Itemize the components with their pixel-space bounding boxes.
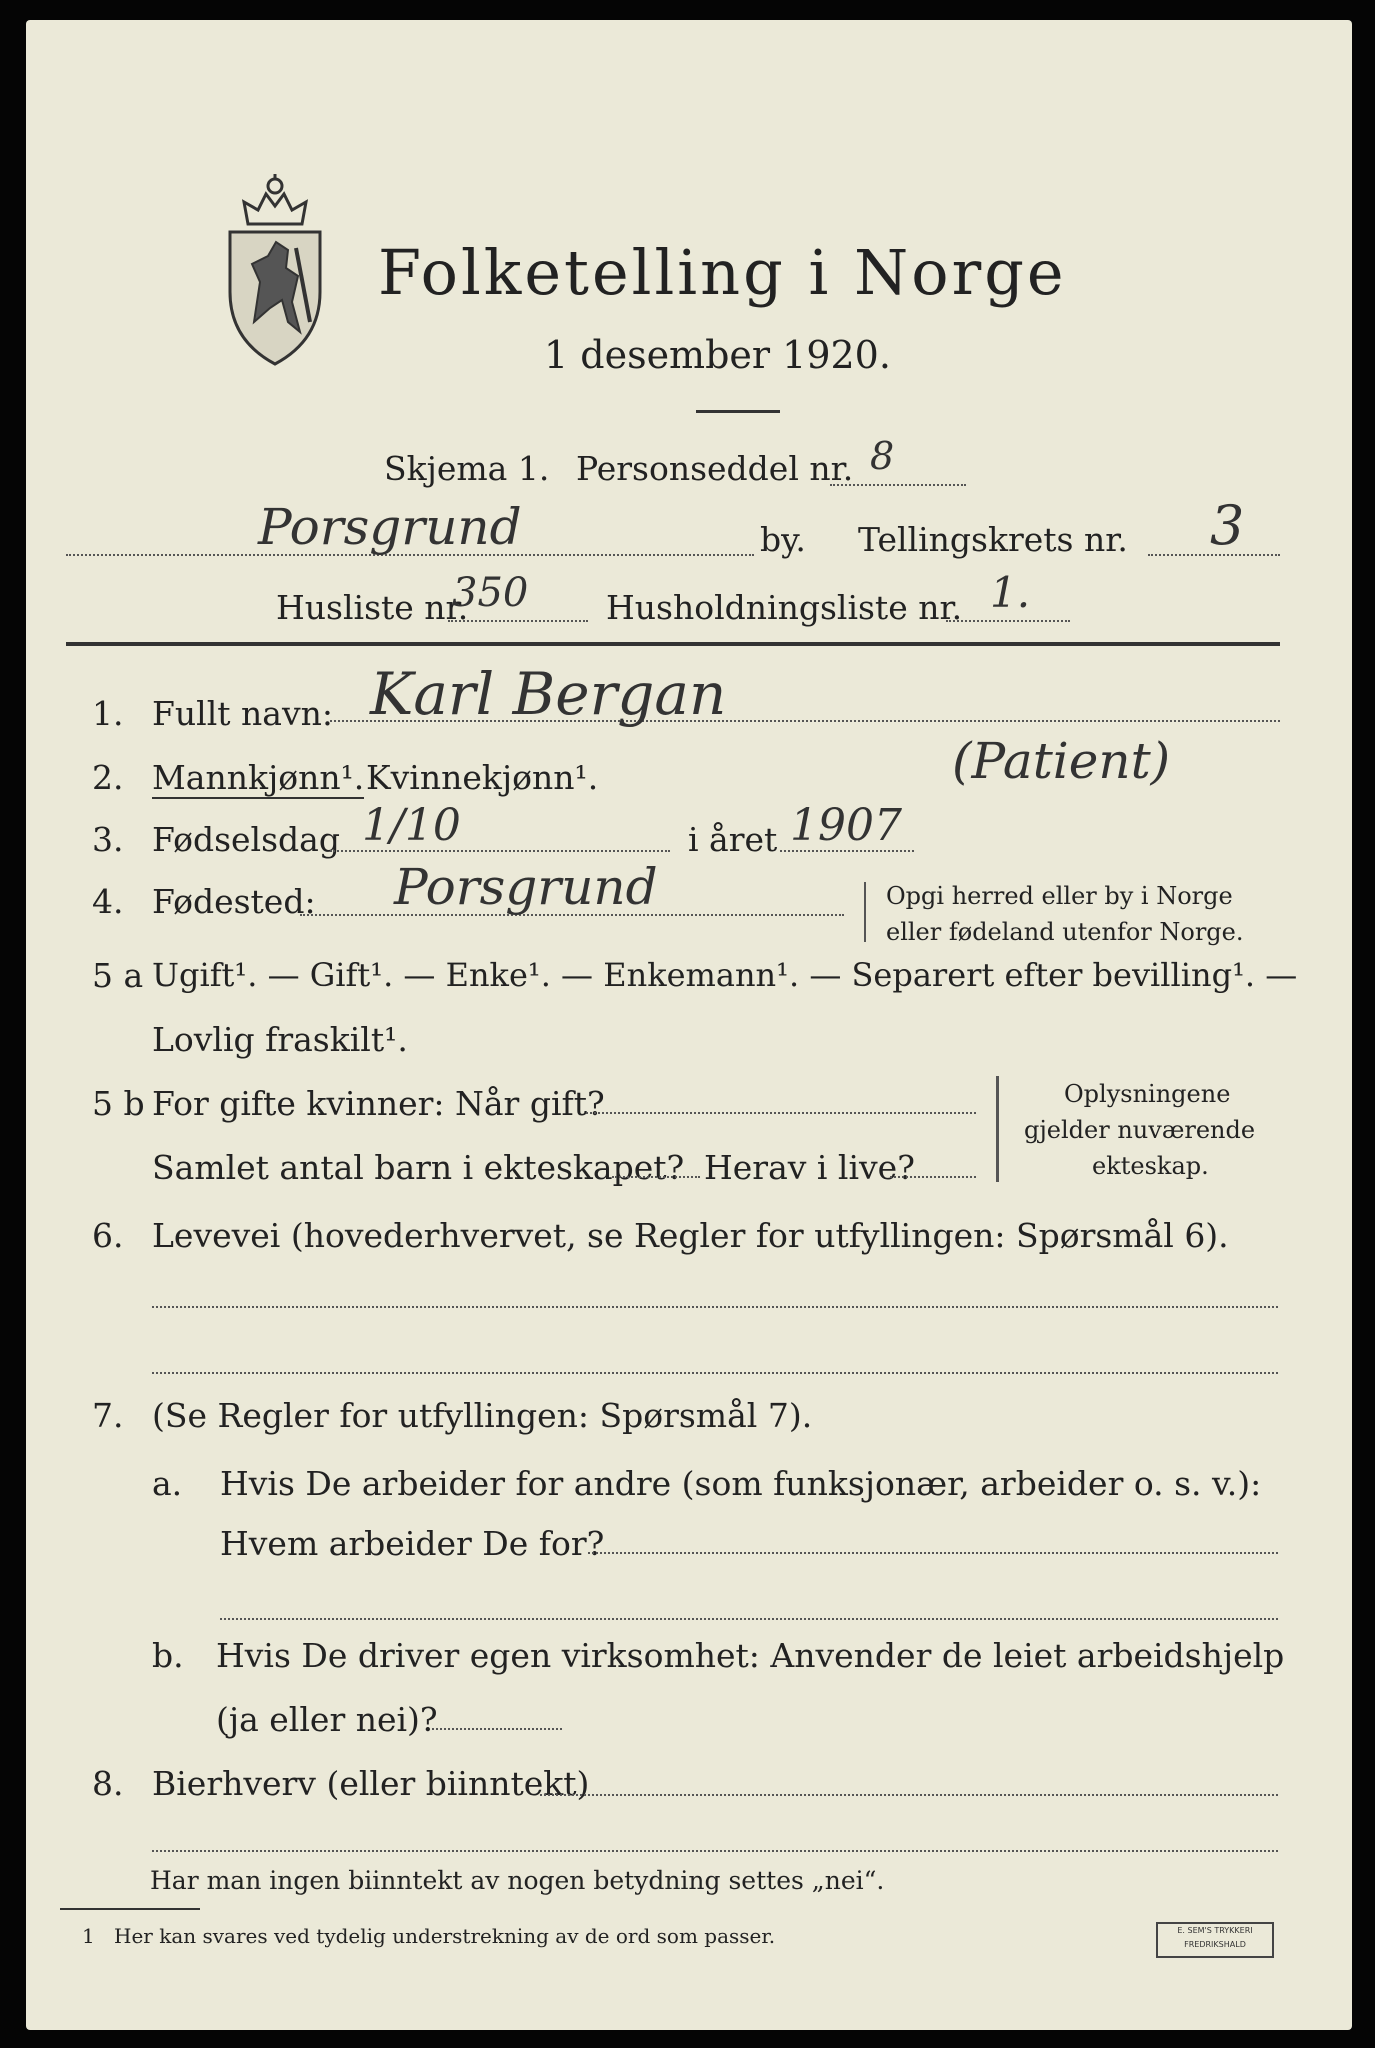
full-name-value[interactable]: Karl Bergan: [370, 660, 727, 728]
q7-label: (Se Regler for utfyllingen: Spørsmål 7).: [152, 1396, 813, 1435]
q1-number: 1.: [92, 694, 124, 733]
birthplace-note-brace: [864, 882, 866, 942]
husliste-field-line: [448, 620, 588, 622]
q7a-letter: a.: [152, 1464, 183, 1503]
husholdningsliste-field-line: [946, 620, 1070, 622]
children-total-label: Samlet antal barn i ekteskapet?: [152, 1148, 685, 1187]
hired-help-field-line: [432, 1728, 562, 1730]
married-when-field-line: [586, 1112, 976, 1114]
page-title: Folketelling i Norge: [378, 236, 1067, 309]
header-divider: [66, 642, 1280, 646]
q4-label: Fødested:: [152, 882, 316, 921]
children-alive-field-line: [890, 1176, 976, 1178]
female-option[interactable]: Kvinnekjønn¹.: [366, 758, 599, 797]
q7b-question: Hvis De driver egen virksomhet: Anvender de leiet arbeidshjelp: [216, 1636, 1285, 1675]
birthday-value[interactable]: 1/10: [362, 800, 461, 851]
q5a-number: 5 a: [92, 956, 144, 995]
printer-stamp-line2: FREDRIKSHALD: [1184, 1940, 1246, 1949]
birthplace-note-line2: eller fødeland utenfor Norge.: [886, 918, 1244, 946]
q8-label: Bierhverv (eller biinntekt): [152, 1764, 590, 1803]
by-label: by.: [760, 520, 806, 559]
q2-number: 2.: [92, 758, 124, 797]
side-income-field-line-2: [152, 1850, 1278, 1852]
q4-number: 4.: [92, 882, 124, 921]
printer-stamp: [1156, 1922, 1274, 1958]
employer-field-line-2: [220, 1618, 1278, 1620]
married-when-label: For gifte kvinner: Når gift?: [152, 1084, 605, 1123]
male-option[interactable]: Mannkjønn¹.: [152, 758, 365, 797]
husholdningsliste-label: Husholdningsliste nr.: [606, 588, 963, 627]
coat-of-arms-icon: [216, 172, 334, 370]
tellingskrets-label: Tellingskrets nr.: [858, 520, 1128, 559]
personseddel-label: Personseddel nr.: [576, 449, 854, 488]
marriage-note-line1: Oplysningene: [1064, 1080, 1231, 1108]
q6-label: Levevei (hovederhvervet, se Regler for utfyllingen: Spørsmål 6).: [152, 1216, 1229, 1255]
q5b-number: 5 b: [92, 1084, 145, 1123]
footnote-text: Her kan svares ved tydelig understrekning av de ord som passer.: [114, 1924, 776, 1948]
employer-label: Hvem arbeider De for?: [220, 1524, 605, 1563]
q8-number: 8.: [92, 1764, 124, 1803]
census-date: 1 desember 1920.: [544, 333, 891, 377]
husholdningsliste-value[interactable]: 1.: [990, 568, 1031, 617]
year-label: i året: [688, 820, 778, 859]
side-income-note: Har man ingen biinntekt av nogen betydning settes „nei“.: [150, 1866, 885, 1895]
footnote-mark: 1: [82, 1924, 95, 1948]
hired-help-label: (ja eller nei)?: [216, 1700, 438, 1739]
q7-number: 7.: [92, 1396, 124, 1435]
footnote-divider: [60, 1908, 200, 1910]
q7a-question: Hvis De arbeider for andre (som funksjonær, arbeider o. s. v.):: [220, 1464, 1262, 1503]
marriage-note-line2: gjelder nuværende: [1024, 1116, 1256, 1144]
personseddel-field-line: [830, 484, 966, 486]
husliste-value[interactable]: 350: [452, 570, 529, 616]
title-divider: [696, 410, 780, 413]
q1-label: Fullt navn:: [152, 694, 333, 733]
children-total-field-line: [612, 1176, 700, 1178]
occupation-field-line-2: [152, 1372, 1278, 1374]
marital-status-options[interactable]: Ugift¹. — Gift¹. — Enke¹. — Enkemann¹. — Separert efter bevilling¹. —: [152, 956, 1298, 994]
q3-label: Fødselsdag: [152, 820, 340, 859]
marriage-note-line3: ekteskap.: [1092, 1152, 1209, 1180]
divorced-option[interactable]: Lovlig fraskilt¹.: [152, 1020, 408, 1059]
city-value[interactable]: Porsgrund: [258, 498, 522, 556]
marriage-note-brace: [996, 1076, 999, 1182]
personseddel-value[interactable]: 8: [870, 434, 895, 478]
skjema-label: Skjema 1.: [384, 449, 550, 488]
printer-stamp-line1: E. SEM'S TRYKKERI: [1177, 1926, 1253, 1935]
birthplace-value[interactable]: Porsgrund: [394, 858, 658, 916]
tellingskrets-value[interactable]: 3: [1210, 494, 1245, 557]
employer-field-line: [588, 1552, 1278, 1554]
q3-number: 3.: [92, 820, 124, 859]
q7b-letter: b.: [152, 1636, 184, 1675]
side-income-field-line: [540, 1794, 1278, 1796]
occupation-note: (Patient): [952, 732, 1171, 790]
children-alive-label: Herav i live?: [704, 1148, 915, 1187]
occupation-field-line-1: [152, 1306, 1278, 1308]
birth-year-value[interactable]: 1907: [790, 800, 902, 851]
husliste-label: Husliste nr.: [276, 588, 469, 627]
q6-number: 6.: [92, 1216, 124, 1255]
birthplace-note-line1: Opgi herred eller by i Norge: [886, 882, 1233, 910]
